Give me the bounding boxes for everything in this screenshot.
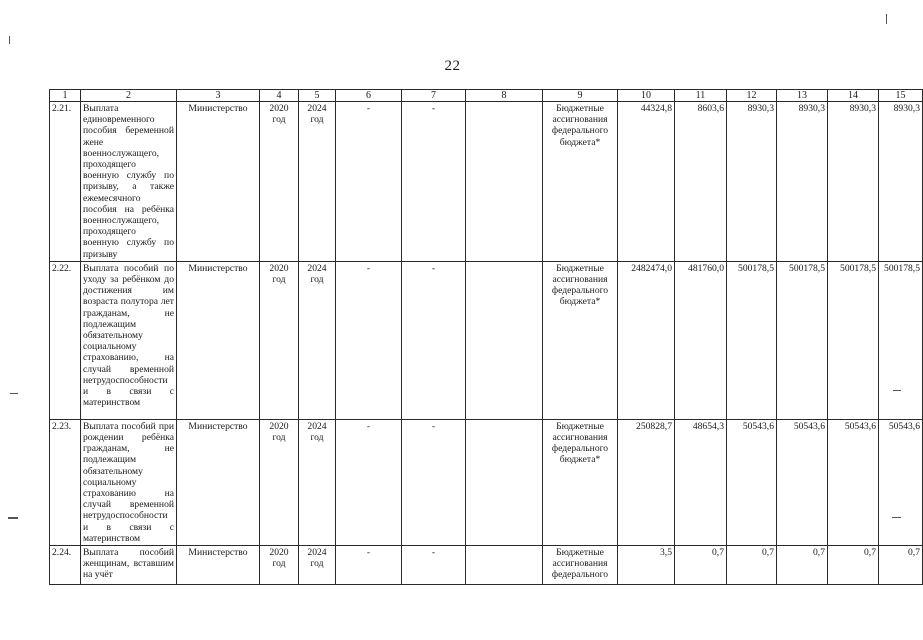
scan-mark-top-right	[886, 14, 887, 24]
year-value: 481760,0	[675, 261, 727, 419]
executor: Министерство	[177, 102, 260, 262]
scan-mark-left-top	[9, 36, 10, 44]
year-value: 500178,5	[777, 261, 828, 419]
executor: Министерство	[177, 546, 260, 585]
year-value: 0,7	[727, 546, 777, 585]
start-year: 2020 год	[260, 419, 299, 545]
measure-name: Выплата пособий по уходу за ребёнком до достижения им возраста полутора лет гражданам, не подлежащим обязательному социальному страхованию, на случай временной нетрудоспособности и в связи с материнством	[81, 261, 177, 419]
funding-source: Бюджетные ассигнования федерального бюджета*	[543, 261, 618, 419]
col-6-value: -	[336, 102, 402, 262]
year-value: 0,7	[879, 546, 923, 585]
start-year: 2020 год	[260, 102, 299, 262]
year-value: 8930,3	[828, 102, 879, 262]
funding-source: Бюджетные ассигнования федерального	[543, 546, 618, 585]
header-cell: 13	[777, 90, 828, 102]
end-year: 2024 год	[299, 546, 336, 585]
year-value: 8930,3	[777, 102, 828, 262]
header-cell: 12	[727, 90, 777, 102]
col-6-value: -	[336, 261, 402, 419]
measure-name: Выплата единовременного пособия беременной жене военнослужащего, проходящего военную службу по призыву, а также ежемесячного пособия на ребёнка военнослужащего, проходящего военную службу по призыву	[81, 102, 177, 262]
row-number: 2.22.	[50, 261, 81, 419]
table-row	[50, 102, 923, 262]
table-row	[50, 419, 923, 545]
year-value: 50543,6	[727, 419, 777, 545]
col-8-value	[466, 419, 543, 545]
col-7-value: -	[402, 102, 466, 262]
table-bottom-edge	[49, 584, 895, 585]
table-row	[50, 261, 923, 419]
row-number: 2.24.	[50, 546, 81, 585]
total-value: 250828,7	[618, 419, 675, 545]
col-6-value: -	[336, 419, 402, 545]
year-value: 50543,6	[828, 419, 879, 545]
funding-source: Бюджетные ассигнования федерального бюджета*	[543, 419, 618, 545]
year-value: 0,7	[675, 546, 727, 585]
funding-source: Бюджетные ассигнования федерального бюджета*	[543, 102, 618, 262]
total-value: 2482474,0	[618, 261, 675, 419]
header-cell: 10	[618, 90, 675, 102]
header-cell: 2	[81, 90, 177, 102]
year-value: 50543,6	[879, 419, 923, 545]
year-value: 8603,6	[675, 102, 727, 262]
header-cell: 5	[299, 90, 336, 102]
page-bottom-margin	[49, 584, 895, 640]
col-7-value: -	[402, 261, 466, 419]
table-header-row	[50, 90, 923, 102]
header-cell: 8	[466, 90, 543, 102]
page-number: 22	[444, 58, 461, 74]
measure-name: Выплата пособий женщинам, вставшим на учёт	[81, 546, 177, 585]
header-cell: 1	[50, 90, 81, 102]
header-cell: 7	[402, 90, 466, 102]
year-value: 500178,5	[879, 261, 923, 419]
year-value: 500178,5	[828, 261, 879, 419]
executor: Министерство	[177, 419, 260, 545]
year-value: 8930,3	[879, 102, 923, 262]
end-year: 2024 год	[299, 261, 336, 419]
measure-name: Выплата пособий при рождении ребёнка гражданам, не подлежащим обязательному социальному страхованию на случай временной нетрудоспособности и в связи с материнством	[81, 419, 177, 545]
end-year: 2024 год	[299, 102, 336, 262]
year-value: 50543,6	[777, 419, 828, 545]
total-value: 44324,8	[618, 102, 675, 262]
year-value: 48654,3	[675, 419, 727, 545]
year-value: 0,7	[777, 546, 828, 585]
row-number: 2.23.	[50, 419, 81, 545]
header-cell: 4	[260, 90, 299, 102]
year-value: 500178,5	[727, 261, 777, 419]
start-year: 2020 год	[260, 261, 299, 419]
table-row	[50, 546, 923, 585]
start-year: 2020 год	[260, 546, 299, 585]
col-7-value: -	[402, 546, 466, 585]
budget-table	[49, 89, 923, 585]
header-cell: 9	[543, 90, 618, 102]
header-cell: 6	[336, 90, 402, 102]
end-year: 2024 год	[299, 419, 336, 545]
header-cell: 15	[879, 90, 923, 102]
col-8-value	[466, 546, 543, 585]
year-value: 8930,3	[727, 102, 777, 262]
scan-mark-left-low	[8, 517, 18, 519]
header-cell: 3	[177, 90, 260, 102]
header-cell: 14	[828, 90, 879, 102]
executor: Министерство	[177, 261, 260, 419]
year-value: 0,7	[828, 546, 879, 585]
col-7-value: -	[402, 419, 466, 545]
header-cell: 11	[675, 90, 727, 102]
col-6-value: -	[336, 546, 402, 585]
scan-mark-left-mid	[10, 393, 18, 394]
col-8-value	[466, 102, 543, 262]
row-number: 2.21.	[50, 102, 81, 262]
total-value: 3,5	[618, 546, 675, 585]
col-8-value	[466, 261, 543, 419]
